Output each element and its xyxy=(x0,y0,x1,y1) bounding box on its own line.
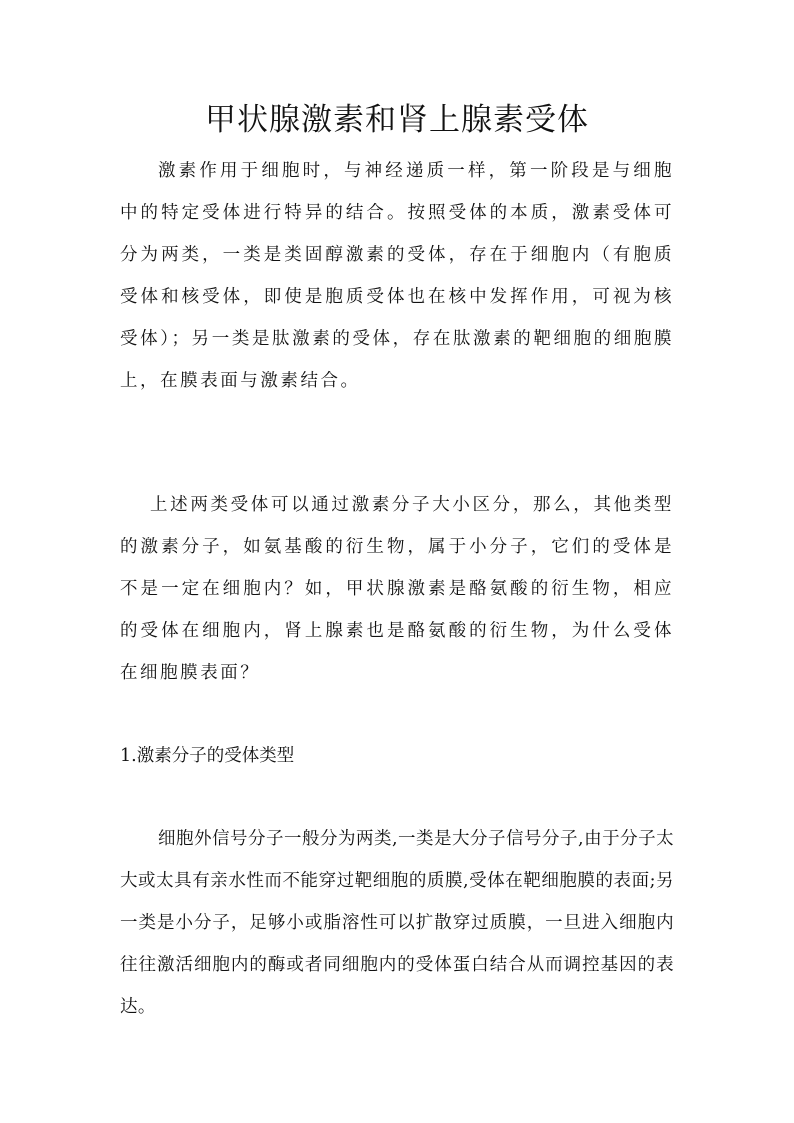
document-title: 甲状腺激素和肾上腺素受体 xyxy=(205,102,589,138)
question-paragraph: 上述两类受体可以通过激素分子大小区分，那么，其他类型的激素分子，如氨基酸的衍生物，属于小分子，它们的受体是不是一定在细胞内？如，甲状腺激素是酪氨酸的衍生物，相应的受体在细胞内，肾上腺素也是酪氨酸的衍生物，为什么受体在细胞膜表面？ xyxy=(120,495,674,683)
intro-paragraph: 激素作用于细胞时，与神经递质一样，第一阶段是与细胞中的特定受体进行特异的结合。按照受体的本质，激素受体可分为两类，一类是类固醇激素的受体，存在于细胞内（有胞质受体和核受体，即使是胞质受体也在核中发挥作用，可视为核受体）；另一类是肽激素的受体，存在肽激素的靶细胞的细胞膜上，在膜表面与激素结合。 xyxy=(120,161,674,391)
section-heading: 1.激素分子的受体类型 xyxy=(120,746,295,766)
section-paragraph: 细胞外信号分子一般分为两类,一类是大分子信号分子,由于分子太大或太具有亲水性而不能穿过靶细胞的质膜,受体在靶细胞膜的表面;另一类是小分子，足够小或脂溶性可以扩散穿过质膜，一旦进入细胞内往往激活细胞内的酶或者同细胞内的受体蛋白结合从而调控基因的表达。 xyxy=(120,829,674,1017)
